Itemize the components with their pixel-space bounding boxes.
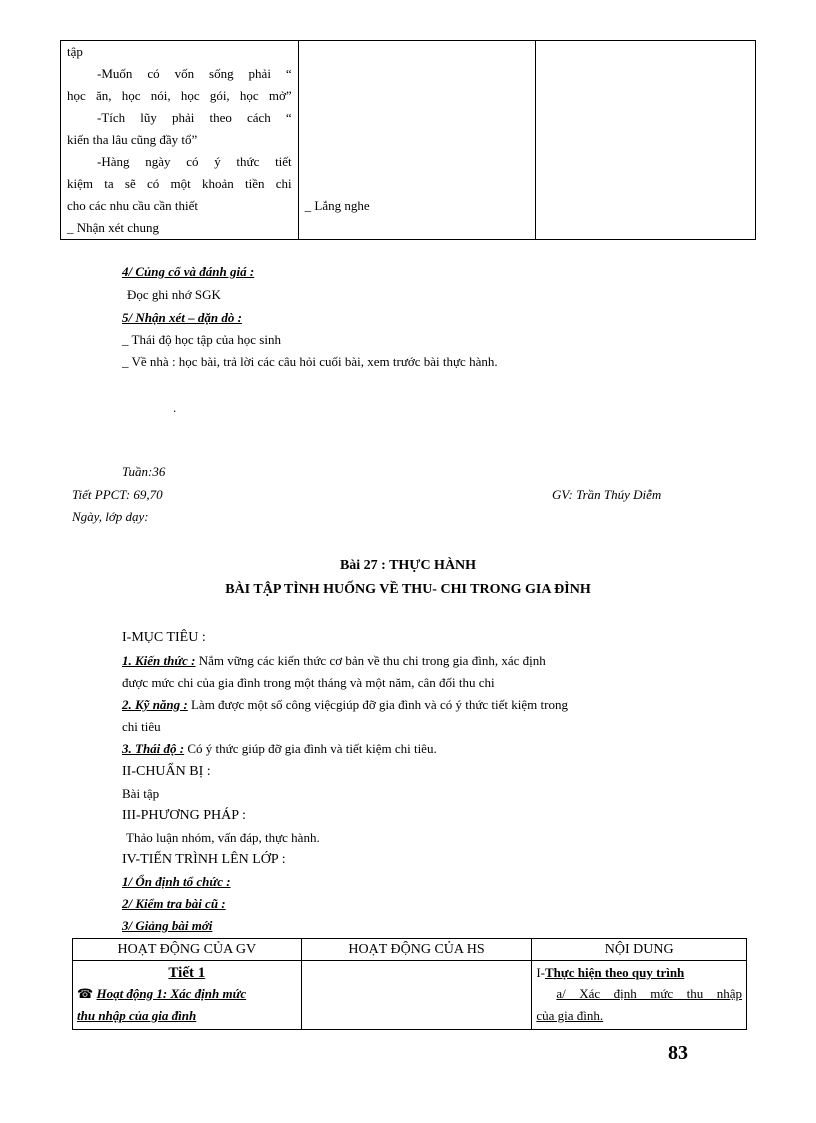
lesson-subtitle: BÀI TẬP TÌNH HUỐNG VỀ THU- CHI TRONG GIA ĐÌNH [225,582,591,597]
student-activity-cell [298,41,536,240]
consolidate-text: Đọc ghi nhớ SGK [127,287,221,302]
teacher-activity-cell [61,41,299,240]
lesson-title: Bài 27 : THỰC HÀNH [339,558,477,573]
activity-1-title: Hoạt động 1: Xác định mức [96,986,247,1001]
procedure-heading: IV-TIẾN TRÌNH LÊN LỚP : [122,852,286,867]
activity-1-title-2: thu nhập của gia đình [77,1008,197,1023]
skill-line [122,695,568,715]
activity-table [72,938,747,1030]
review-heading: 5/ Nhận xét – dặn dò : [122,310,242,325]
period-1-text: Tiết 1 [168,965,206,981]
attitude-line [122,739,437,759]
review-line-2: _ Về nhà : học bài, trả lời các câu hỏi cuối bài, xem trước bài thực hành. [122,354,498,369]
activity-1-line [77,983,297,1005]
prep-heading: II-CHUẨN BỊ : [122,764,211,779]
cell-line: học ăn, học nói, học gói, học mở” [67,88,292,103]
cell-line: -Muốn có vốn sống phải “ [97,66,292,81]
cell-line: kiến tha lâu cũng đầy tổ” [67,132,198,147]
header-student-activity: HOẠT ĐỘNG CỦA HS [301,939,532,961]
table-row [73,961,747,1030]
content-cell [532,961,747,1030]
content-sub-2: của gia đình. [536,1008,604,1023]
content-sub-1: a/ Xác định mức thu nhập [556,986,742,1001]
attitude-text: Có ý thức giúp đỡ gia đình và tiết kiệm chi tiêu. [187,741,437,756]
procedure-step-1: 1/ Ổn định tổ chức : [122,874,231,889]
content-heading-line [536,963,742,983]
header-teacher-activity: HOẠT ĐỘNG CỦA GV [73,939,302,961]
method-text: Thảo luận nhóm, vấn đáp, thực hành. [126,830,320,845]
cell-line: cho các nhu cầu cần thiết [67,198,199,213]
skill-text: Làm được một số công việcgiúp đỡ gia đình và có ý thức tiết kiệm trong [190,697,568,712]
procedure-step-2: 2/ Kiểm tra bài cũ : [122,896,226,911]
method-heading: III-PHƯƠNG PHÁP : [122,808,246,823]
knowledge-text: Nắm vững các kiến thức cơ bản về thu chi trong gia đình, xác định [198,653,546,668]
cell-line: _ Lắng nghe [304,198,370,213]
teacher-activity-cell [73,961,302,1030]
consolidate-heading: 4/ Củng cố và đánh giá : [122,264,255,279]
content-heading: Thực hiện theo quy trình [545,965,685,980]
cell-line: _ Nhận xét chung [67,220,160,235]
attitude-label: 3. Thái độ : [122,741,185,756]
date-class-label: Ngày, lớp dạy: [72,509,149,524]
cell-line: kiệm ta sẽ có một khoản tiền chi [67,176,292,191]
knowledge-label: 1. Kiến thức : [122,653,196,668]
skill-text-2: chi tiêu [122,719,161,734]
objectives-heading: I-MỤC TIÊU : [122,630,206,645]
procedure-step-3: 3/ Giảng bài mới [122,918,213,933]
content-prefix: I- [536,965,546,980]
cell-line: -Hàng ngày có ý thức tiết [97,154,292,169]
cell-line: -Tích lũy phải theo cách “ [97,110,292,125]
review-line-1: _ Thái độ học tập của học sinh [122,332,281,347]
week-label: Tuần:36 [122,464,166,479]
table-header-row [73,939,747,961]
student-activity-cell [301,961,532,1030]
teacher-name: GV: Trần Thúy Diễm [552,487,662,502]
cell-line: tập [67,44,83,59]
knowledge-line [122,651,546,671]
continuation-table [60,40,756,240]
content-cell [536,41,756,240]
period-1-label [77,963,297,983]
stray-dot: . [173,400,177,415]
header-content: NỘI DUNG [532,939,747,961]
knowledge-text-2: được mức chi của gia đình trong một tháng và một năm, cân đối thu chi [122,675,495,690]
period-label: Tiết PPCT: 69,70 [72,487,163,502]
skill-label: 2. Kỹ năng : [122,697,188,712]
page-number: 83 [668,1042,688,1064]
phone-icon: ☎ [77,986,94,1001]
prep-text: Bài tập [122,786,160,801]
